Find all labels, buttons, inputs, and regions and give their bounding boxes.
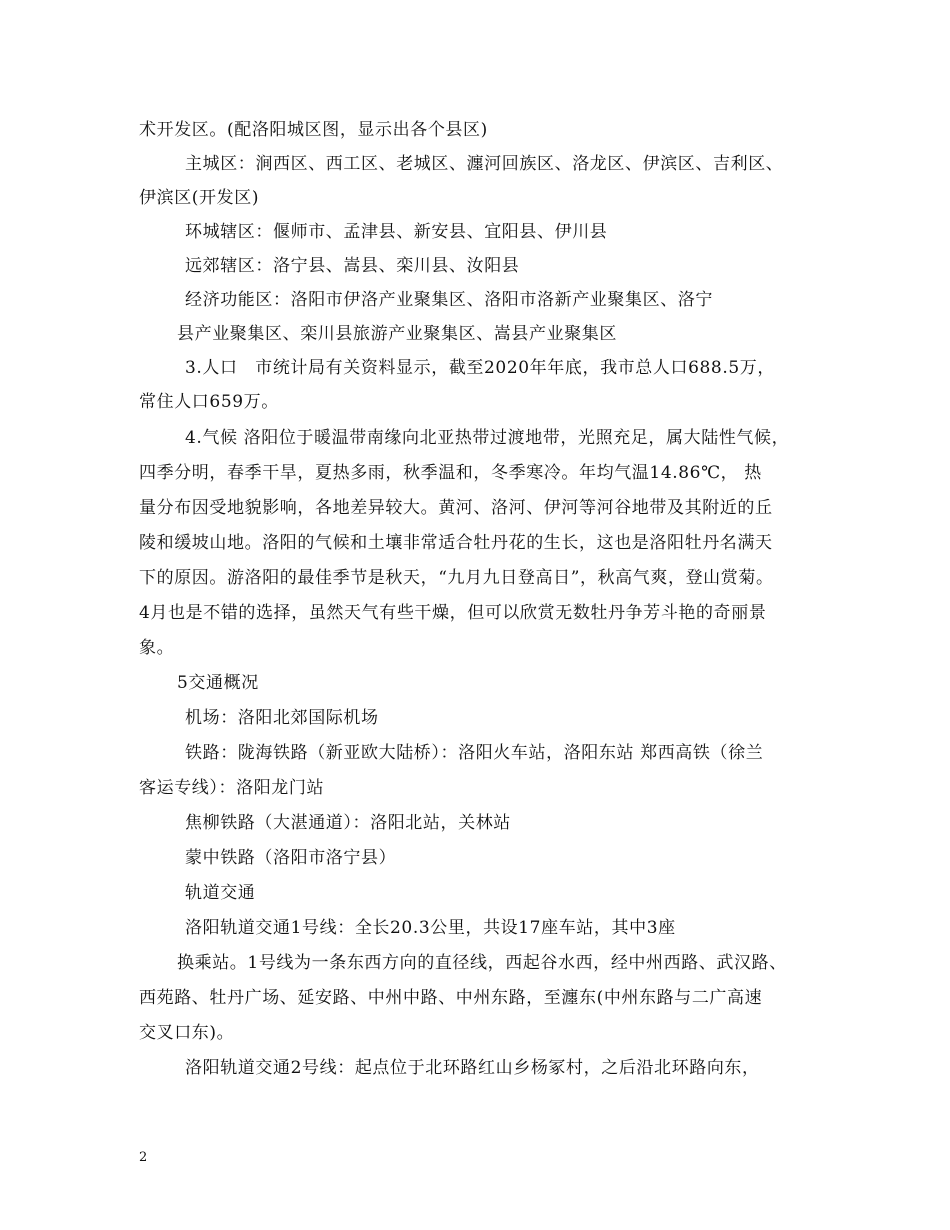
text-line: 远郊辖区：洛宁县、嵩县、栾川县、汝阳县 xyxy=(185,256,520,276)
text-line: 3.人口 市统计局有关资料显示，截至2020年年底，我市总人口688.5万， xyxy=(185,358,775,378)
text-line: 铁路：陇海铁路（新亚欧大陆桥）：洛阳火车站，洛阳东站 郑西高铁（徐兰 xyxy=(185,743,764,763)
text-line: 经济功能区：洛阳市伊洛产业聚集区、洛阳市洛新产业聚集区、洛宁 xyxy=(185,290,713,310)
text-line: 4.气候 洛阳位于暖温带南缘向北亚热带过渡地带，光照充足，属大陆性气候， xyxy=(185,428,790,448)
text-line: 洛阳轨道交通1号线：全长20.3公里，共设17座车站，其中3座 xyxy=(185,918,676,938)
text-line: 换乘站。1号线为一条东西方向的直径线，西起谷水西，经中州西路、武汉路、 xyxy=(177,953,787,973)
text-line: 蒙中铁路（洛阳市洛宁县） xyxy=(185,848,397,868)
text-line: 洛阳轨道交通2号线：起点位于北环路红山乡杨冢村，之后沿北环路向东， xyxy=(185,1058,760,1078)
text-line: 象。 xyxy=(139,638,175,658)
section-heading: 5交通概况 xyxy=(177,673,259,693)
text-line: 4月也是不错的选择，虽然天气有些干燥，但可以欣赏无数牡丹争芳斗艳的奇丽景 xyxy=(139,603,767,623)
text-line: 环城辖区：偃师市、孟津县、新安县、宜阳县、伊川县 xyxy=(185,222,608,242)
text-line: 四季分明，春季干旱，夏热多雨，秋季温和，冬季寒冷。年均气温14.86℃， 热 xyxy=(139,463,762,483)
text-line: 量分布因受地貌影响，各地差异较大。黄河、洛河、伊河等河谷地带及其附近的丘 xyxy=(139,498,773,518)
page-number: 2 xyxy=(139,1150,148,1165)
text-line: 县产业聚集区、栾川县旅游产业聚集区、嵩县产业聚集区 xyxy=(177,324,617,344)
text-line: 陵和缓坡山地。洛阳的气候和土壤非常适合牡丹花的生长，这也是洛阳牡丹名满天 xyxy=(139,533,773,553)
text-line: 主城区：涧西区、西工区、老城区、瀍河回族区、洛龙区、伊滨区、吉利区、 xyxy=(185,154,784,174)
text-line: 伊滨区(开发区) xyxy=(139,188,260,208)
text-line: 下的原因。游洛阳的最佳季节是秋天，“九月九日登高日”，秋高气爽，登山赏菊。 xyxy=(139,568,774,588)
text-line: 客运专线）：洛阳龙门站 xyxy=(139,778,325,798)
text-line: 常住人口659万。 xyxy=(139,392,279,412)
text-line: 焦柳铁路（大湛通道）：洛阳北站，关林站 xyxy=(185,813,511,833)
text-line: 轨道交通 xyxy=(185,883,256,903)
text-line: 交叉口东)。 xyxy=(139,1023,235,1043)
text-line: 西苑路、牡丹广场、延安路、中州中路、中州东路，至瀍东(中州东路与二广高速 xyxy=(139,988,763,1008)
text-line: 机场：洛阳北郊国际机场 xyxy=(185,708,379,728)
text-line: 术开发区。(配洛阳城区图，显示出各个县区) xyxy=(139,120,488,140)
